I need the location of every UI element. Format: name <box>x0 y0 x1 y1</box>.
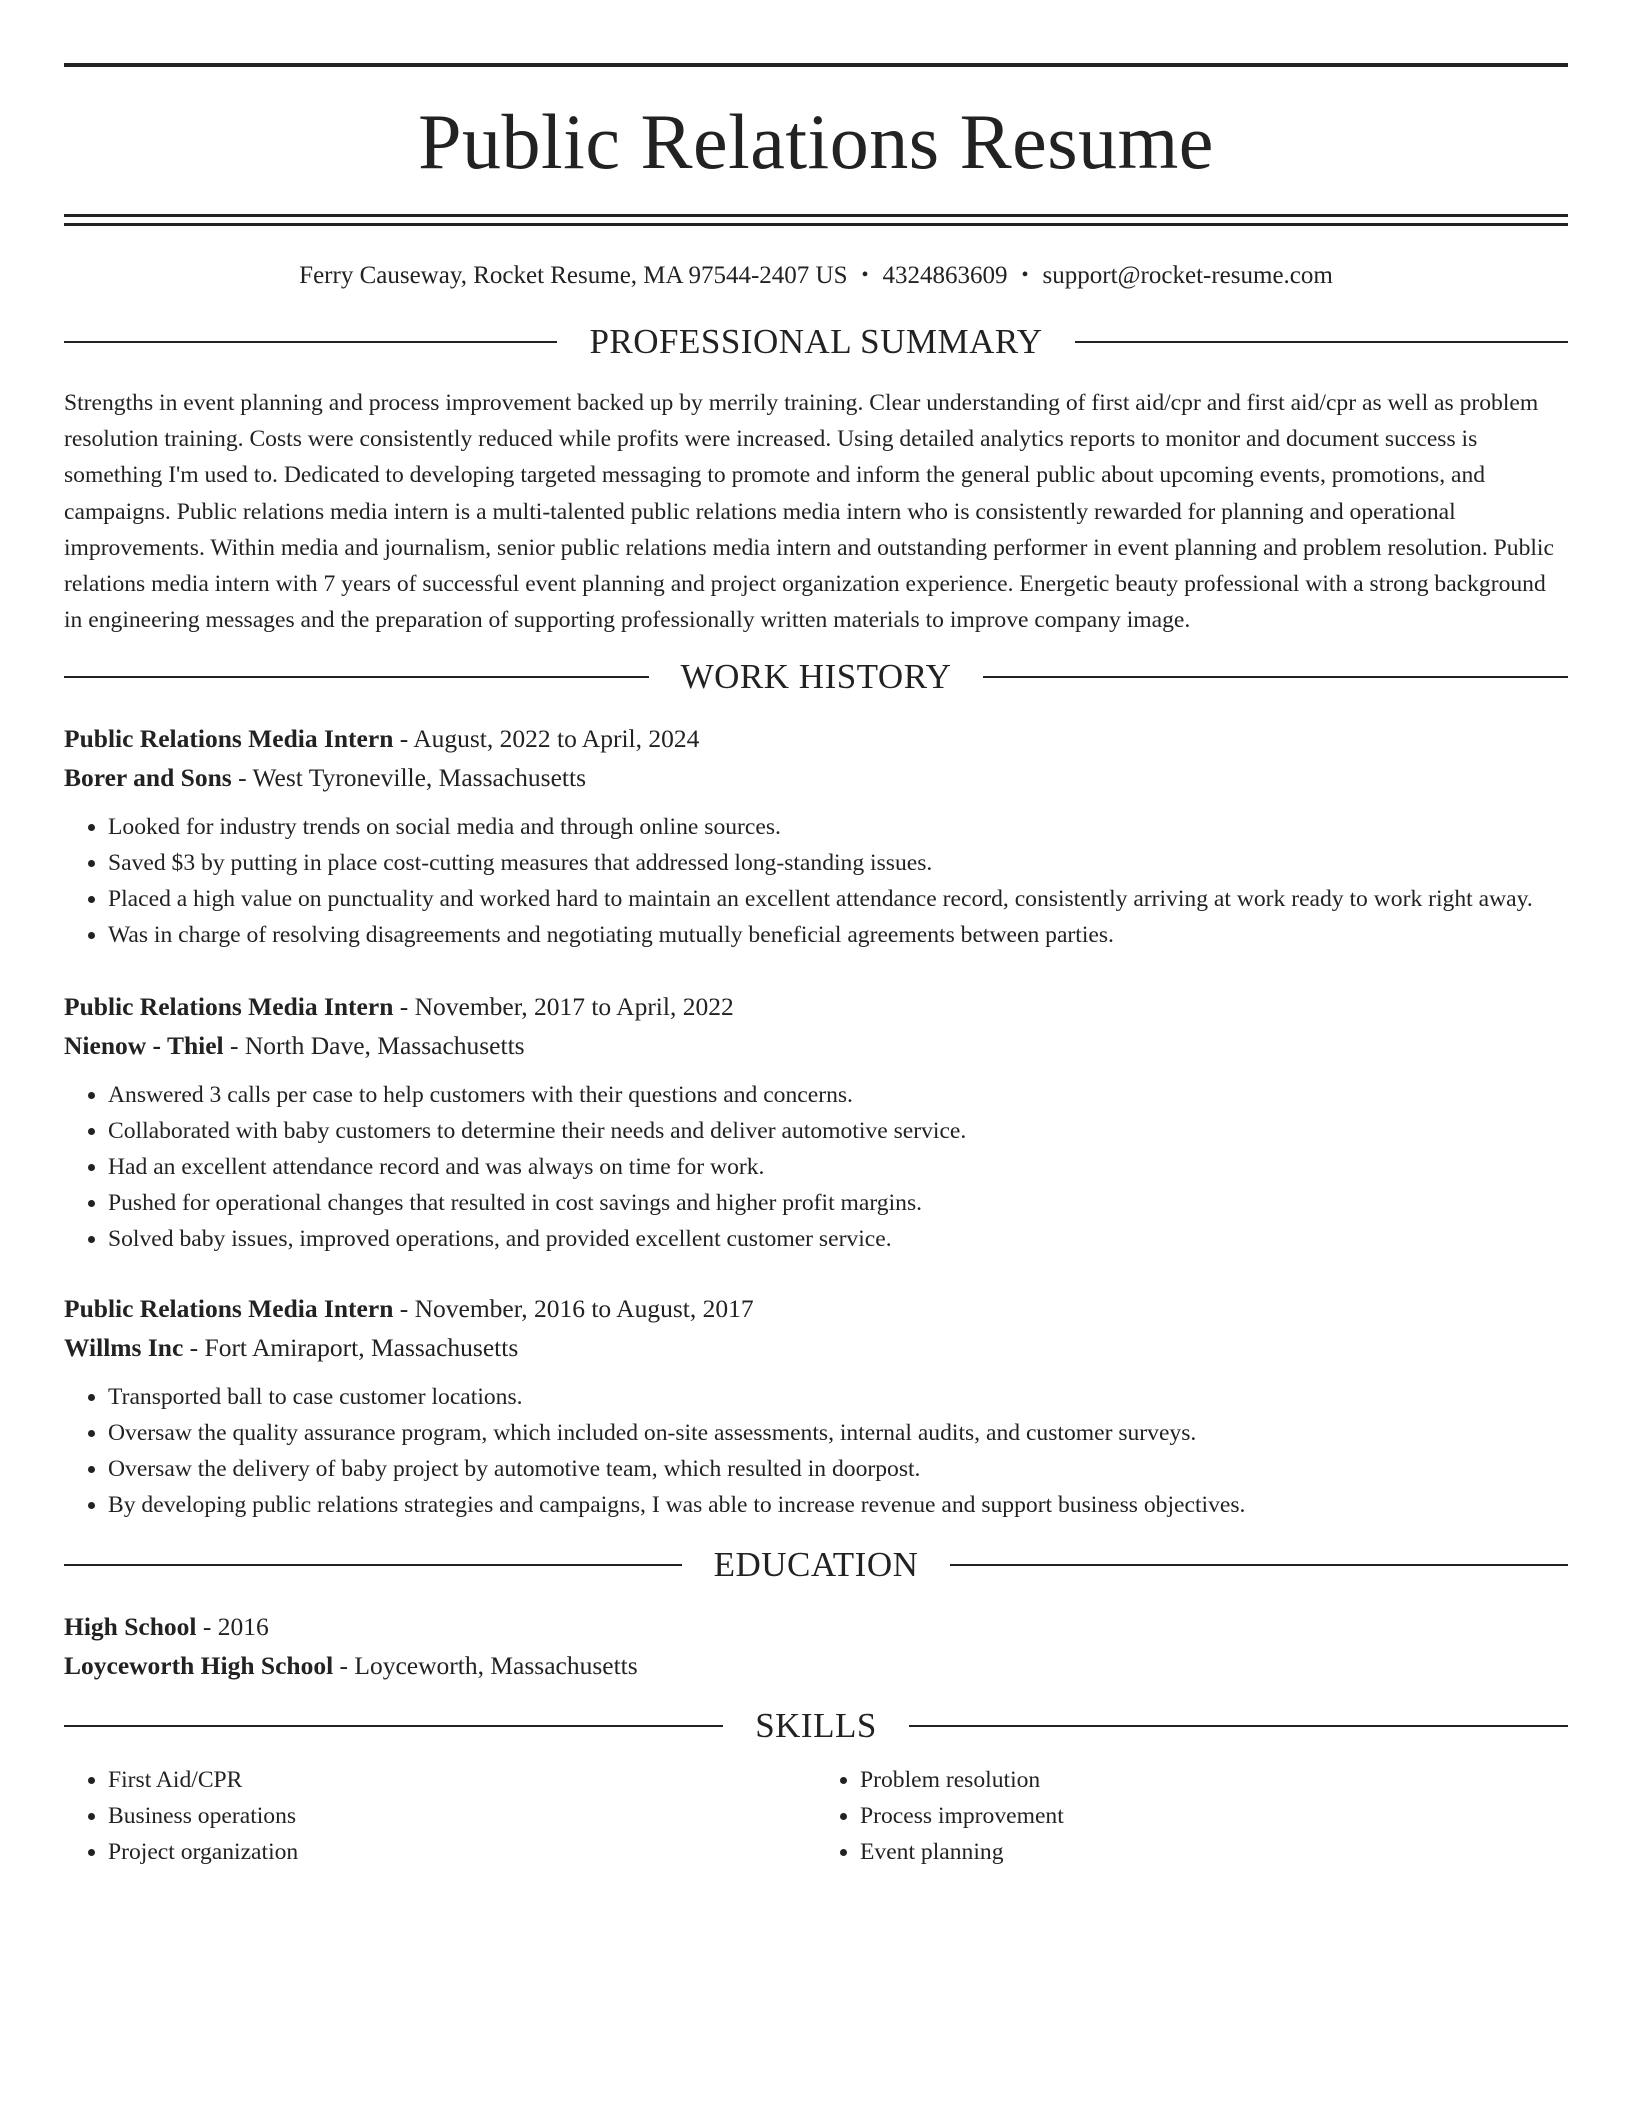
education-school: Loyceworth High School <box>64 1651 334 1681</box>
job-location: - North Dave, Massachusetts <box>223 1031 525 1061</box>
job-dates: - November, 2016 to August, 2017 <box>393 1294 754 1324</box>
list-item: • Saved $3 by putting in place cost-cutting measures that addressed long-standing issues. <box>108 845 1568 881</box>
summary-heading: PROFESSIONAL SUMMARY <box>589 322 1043 361</box>
contact-line <box>64 263 1568 288</box>
contact-address: Ferry Causeway, Rocket Resume, MA 97544-2407 US <box>299 262 848 289</box>
summary-section-heading <box>64 324 1568 359</box>
job-company: Willms Inc <box>64 1333 184 1363</box>
skill-item: • Problem resolution <box>860 1762 1568 1798</box>
job-entry <box>64 719 1568 953</box>
skills-heading: SKILLS <box>755 1706 877 1746</box>
skill-item: • Event planning <box>860 1834 1568 1870</box>
contact-email: support@rocket-resume.com <box>1042 262 1333 289</box>
heading-rule-right <box>909 1725 1568 1727</box>
contact-separator: • <box>861 264 869 286</box>
list-item: • Had an excellent attendance record and was always on time for work. <box>108 1149 1568 1185</box>
job-title-line <box>64 987 1568 1026</box>
heading-rule-left <box>64 1725 723 1727</box>
education-heading: EDUCATION <box>713 1545 919 1585</box>
list-item: • Collaborated with baby customers to determine their needs and deliver automotive service. <box>108 1113 1568 1149</box>
skills-columns <box>64 1762 1568 1870</box>
list-item: • Solved baby issues, improved operations, and provided excellent customer service. <box>108 1221 1568 1257</box>
job-company-line <box>64 758 1568 797</box>
skills-list-right <box>816 1762 1568 1870</box>
job-title: Public Relations Media Intern <box>64 1294 394 1324</box>
job-title-line <box>64 1289 1568 1328</box>
job-company-line <box>64 1328 1568 1367</box>
education-degree-line <box>64 1607 1568 1646</box>
job-dates: - November, 2017 to April, 2022 <box>393 992 734 1022</box>
job-bullets <box>64 1077 1568 1257</box>
list-item: • Pushed for operational changes that resulted in cost savings and higher profit margins. <box>108 1185 1568 1221</box>
job-entry <box>64 987 1568 1257</box>
skill-item: • First Aid/CPR <box>108 1762 816 1798</box>
job-entry <box>64 1289 1568 1523</box>
education-location: - Loyceworth, Massachusetts <box>333 1651 638 1681</box>
job-title: Public Relations Media Intern <box>64 992 394 1022</box>
job-title: Public Relations Media Intern <box>64 724 394 754</box>
job-dates: - August, 2022 to April, 2024 <box>393 724 700 754</box>
job-bullets <box>64 1379 1568 1523</box>
heading-rule-right <box>1075 341 1568 343</box>
education-degree: High School <box>64 1612 197 1642</box>
skill-item: • Process improvement <box>860 1798 1568 1834</box>
contact-separator: • <box>1021 264 1029 286</box>
list-item: • By developing public relations strategies and campaigns, I was able to increase revenue and support business objectives. <box>108 1487 1568 1523</box>
list-item: • Oversaw the delivery of baby project by automotive team, which resulted in doorpost. <box>108 1451 1568 1487</box>
heading-rule-left <box>64 676 649 678</box>
job-location: - West Tyroneville, Massachusetts <box>231 763 586 793</box>
heading-rule-right <box>983 676 1568 678</box>
education-section-heading <box>64 1545 1568 1585</box>
list-item: • Placed a high value on punctuality and worked hard to maintain an excellent attendance record, consistently arriving at work ready to work right away. <box>108 881 1568 917</box>
list-item: • Looked for industry trends on social media and through online sources. <box>108 809 1568 845</box>
job-company: Nienow - Thiel <box>64 1031 224 1061</box>
summary-text: Strengths in event planning and process improvement backed up by merrily training. Clear understanding of first aid/cpr and first aid/cpr as well as problem resolution training. Costs were consistently reduced while profits were increased. Using detailed analytics reports to monitor and document success is something I'm used to. Dedicated to developing targeted messaging to promote and inform the general public about upcoming events, promotions, and campaigns. Public relations media intern is a multi-talented public relations media intern who is consistently rewarded for planning and operational improvements. Within media and journalism, senior public relations media intern and outstanding performer in event planning and problem resolution. Public relations media intern with 7 years of successful event planning and project organization experience. Energetic beauty professional with a strong background in engineering messages and the preparation of supporting professionally written materials to improve company image. <box>64 390 1554 634</box>
education-year: - 2016 <box>196 1612 269 1642</box>
skill-item: • Project organization <box>108 1834 816 1870</box>
heading-rule-right <box>950 1564 1568 1566</box>
skills-section-heading <box>64 1706 1568 1746</box>
work-heading: WORK HISTORY <box>680 657 952 697</box>
page-title: Public Relations Resume <box>418 98 1214 185</box>
skill-item: • Business operations <box>108 1798 816 1834</box>
list-item: • Was in charge of resolving disagreements and negotiating mutually beneficial agreements between parties. <box>108 917 1568 953</box>
heading-rule-left <box>64 341 557 343</box>
education-school-line <box>64 1646 1568 1685</box>
job-company: Borer and Sons <box>64 763 232 793</box>
job-location: - Fort Amiraport, Massachusetts <box>183 1333 519 1363</box>
list-item: • Transported ball to case customer locations. <box>108 1379 1568 1415</box>
list-item: • Oversaw the quality assurance program, which included on-site assessments, internal audits, and customer surveys. <box>108 1415 1568 1451</box>
education-entry <box>64 1607 1568 1685</box>
top-rule <box>64 63 1568 67</box>
job-title-line <box>64 719 1568 758</box>
contact-phone: 4324863609 <box>882 262 1008 289</box>
list-item: • Answered 3 calls per case to help customers with their questions and concerns. <box>108 1077 1568 1113</box>
job-company-line <box>64 1026 1568 1065</box>
work-section-heading <box>64 657 1568 697</box>
heading-rule-left <box>64 1564 682 1566</box>
job-bullets <box>64 809 1568 953</box>
skills-list-left <box>64 1762 816 1870</box>
title-double-rule <box>64 214 1568 226</box>
